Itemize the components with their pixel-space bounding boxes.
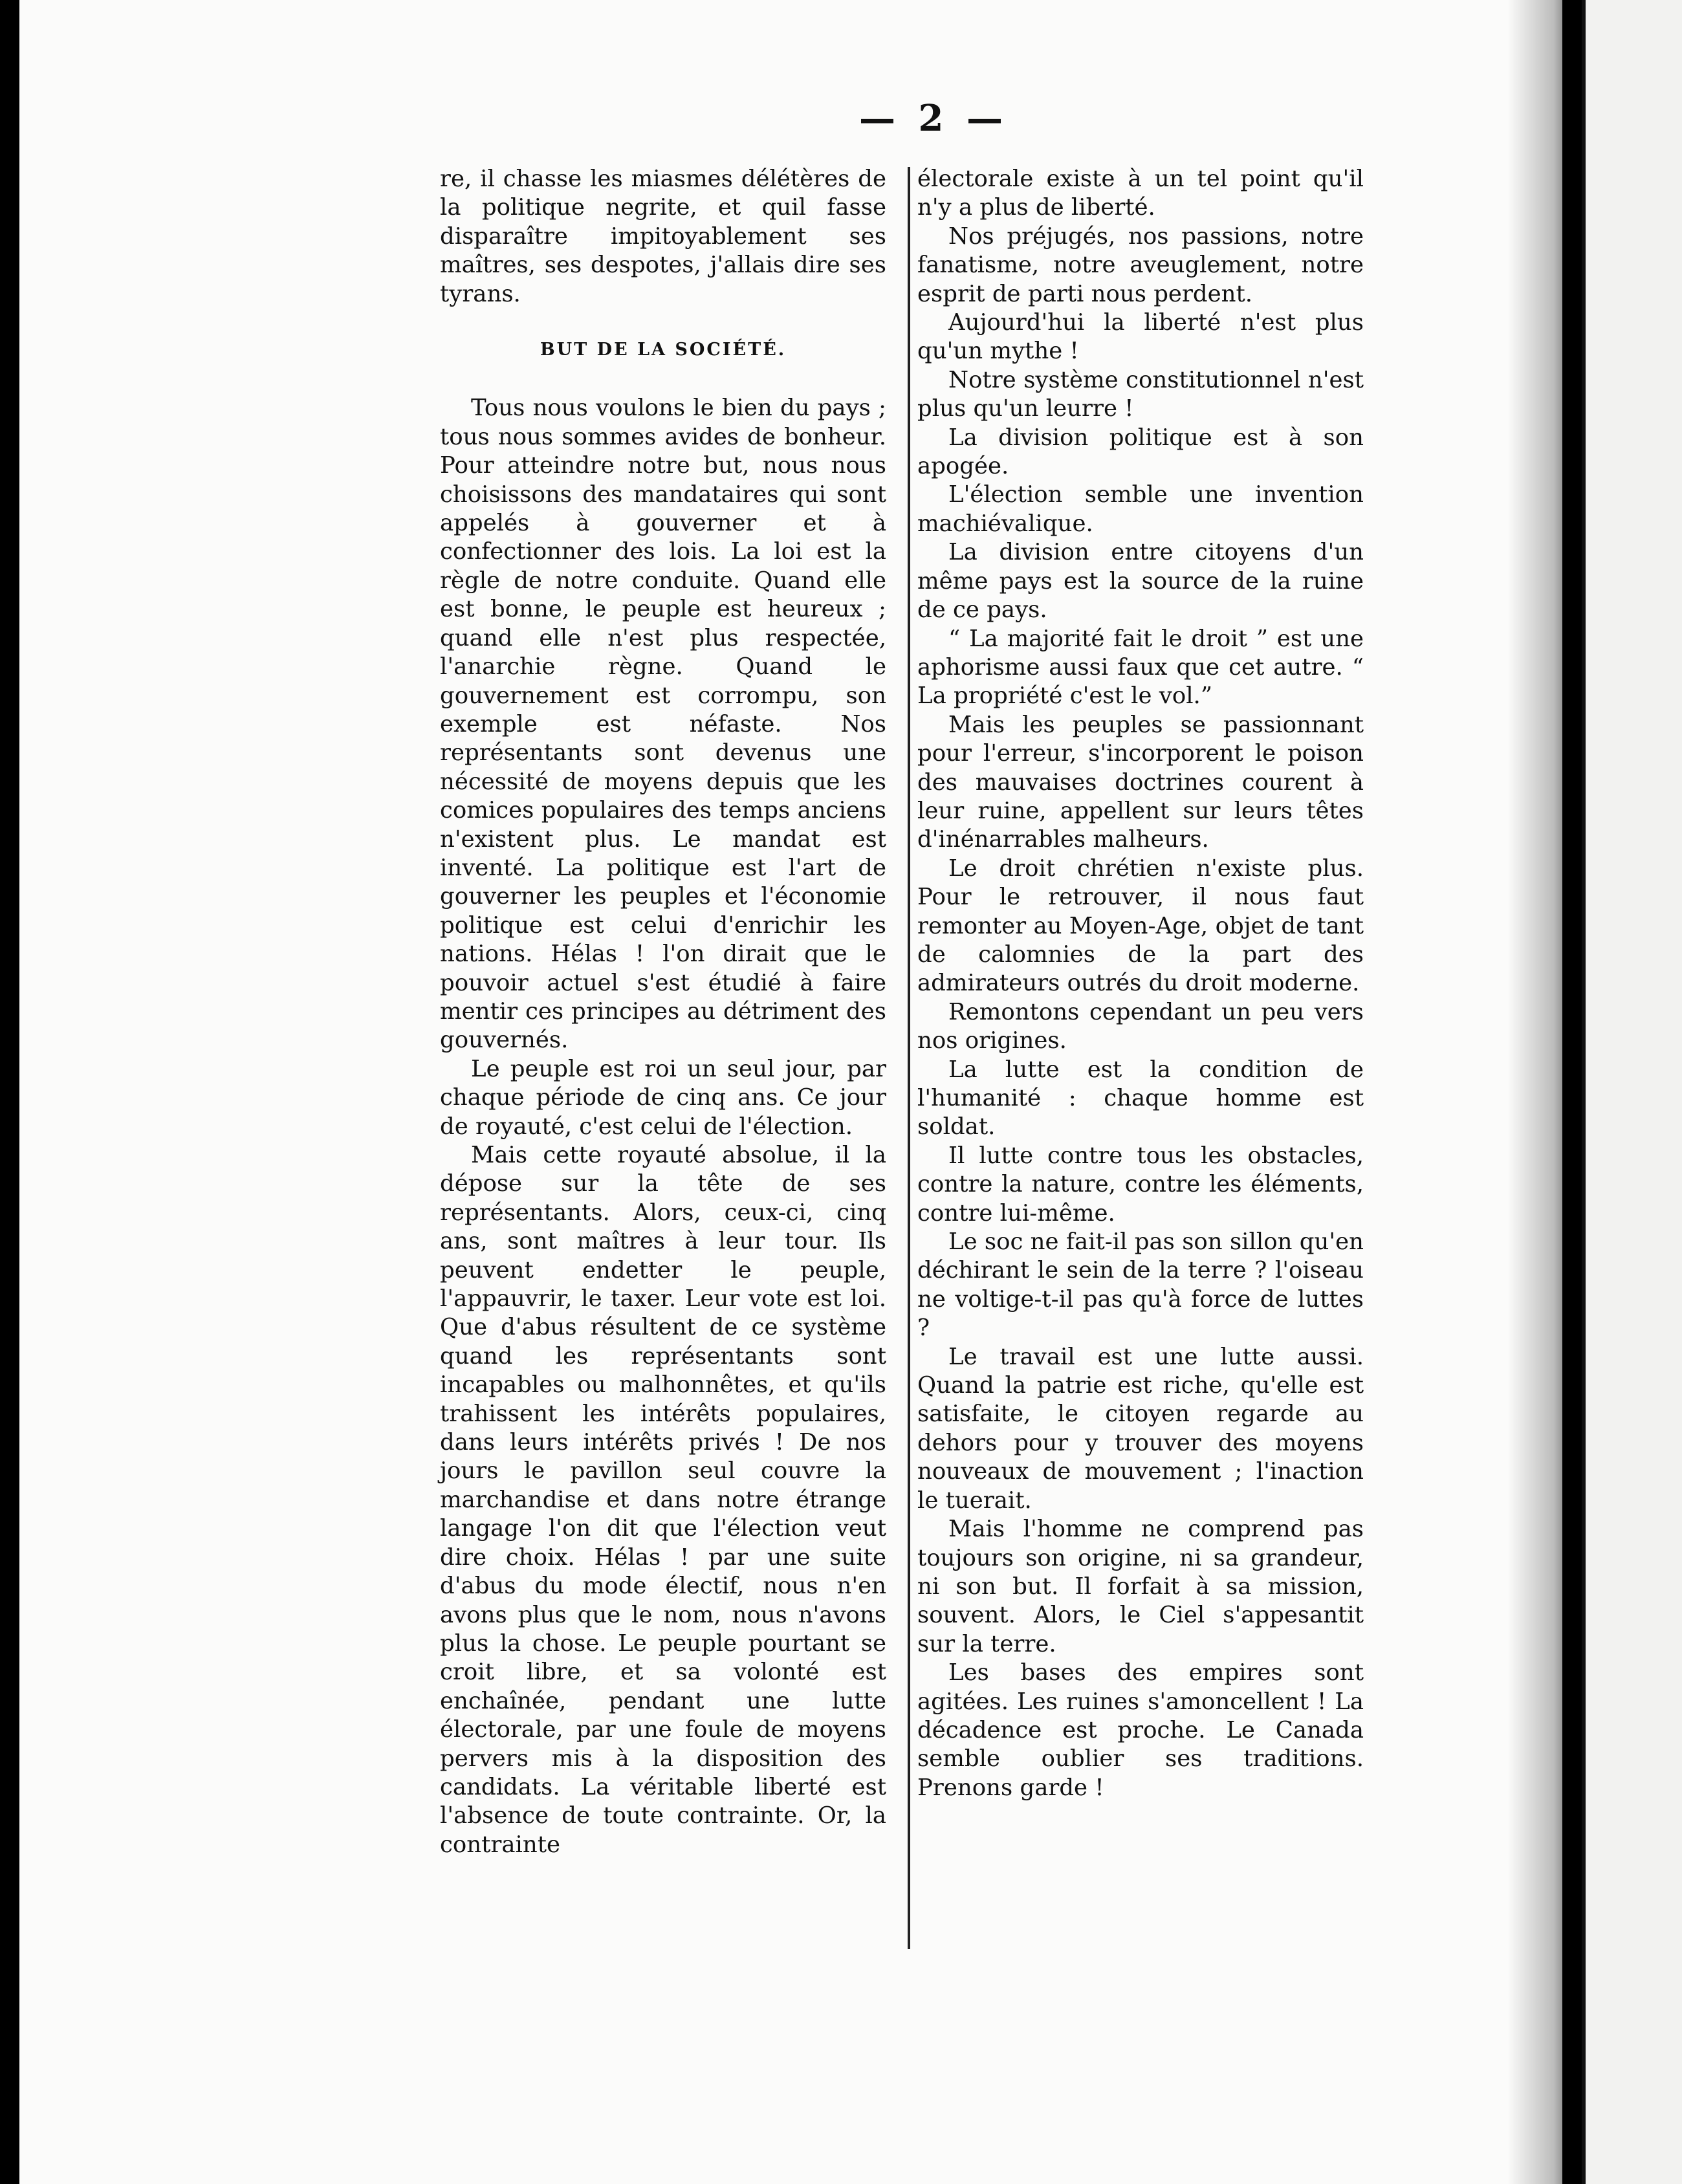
paragraph: électorale existe à un tel point qu'il n'y a plus de liberté. <box>917 166 1364 221</box>
paragraph: Notre système constitutionnel n'est plus qu'un leurre ! <box>917 366 1364 422</box>
column-divider <box>908 167 910 1949</box>
paragraph: La lutte est la condition de l'humanité : chaque homme est soldat. <box>917 1056 1364 1141</box>
paragraph: Aujourd'hui la liberté n'est plus qu'un mythe ! <box>917 309 1364 365</box>
paragraph: Le soc ne fait-il pas son sillon qu'en déchirant le sein de la terre ? l'oiseau ne voltige-t-il pas qu'à force de luttes ? <box>917 1228 1364 1342</box>
right-column <box>917 165 1364 1802</box>
paragraph: La division entre citoyens d'un même pays est la source de la ruine de ce pays. <box>917 539 1364 624</box>
paragraph: Le peuple est roi un seul jour, par chaque période de cinq ans. Ce jour de royauté, c'est celui de l'élection. <box>440 1055 886 1140</box>
paragraph: “ La majorité fait le droit ” est une aphorisme aussi faux que cet autre. “ La propriété c'est le vol.” <box>917 625 1364 710</box>
paragraph: Mais les peuples se passionnant pour l'erreur, s'incorporent le poison des mauvaises doctrines courent à leur ruine, appellent sur leurs têtes d'inénarrables malheurs. <box>917 711 1364 853</box>
paragraph: Remontons cependant un peu vers nos origines. <box>917 998 1364 1054</box>
section-heading: BUT DE LA SOCIÉTÉ. <box>540 340 787 360</box>
paragraph: re, il chasse les miasmes délétères de la politique negrite, et quil fasse disparaître impitoyablement ses maîtres, ses despotes, j'allais dire ses tyrans. <box>440 166 886 307</box>
paragraph: La division politique est à son apogée. <box>917 424 1364 480</box>
paragraph: Mais l'homme ne comprend pas toujours son origine, ni sa grandeur, ni son but. Il forfait à sa mission, souvent. Alors, le Ciel s'appesantit sur la terre. <box>917 1516 1364 1657</box>
paragraph: Tous nous voulons le bien du pays ; tous nous sommes avides de bonheur. Pour atteindre notre but, nous nous choisissons des mandataires qui sont appelés à gouverner et à confectionner des lois. La loi est la règle de notre conduite. Quand elle est bonne, le peuple est heureux ; quand elle n'est plus respectée, l'anarchie règne. Quand le gouvernement est corrompu, son exemple est néfaste. Nos représentants sont devenus une nécessité de moyens depuis que les comices populaires des temps anciens n'existent plus. Le mandat est inventé. La politique est l'art de gouverner les peuples et l'économie politique est celui d'enrichir les nations. Hélas ! l'on dirait que le pouvoir actuel s'est étudié à faire mentir ces principes au détriment des gouvernés. <box>440 395 886 1054</box>
adjacent-page-edge <box>1582 0 1682 2184</box>
paragraph: L'élection semble une invention machiévalique. <box>917 481 1364 537</box>
paragraph: Les bases des empires sont agitées. Les ruines s'amoncellent ! La décadence est proche. Le Canada semble oublier ses traditions. Prenons garde ! <box>917 1659 1364 1801</box>
paragraph: Mais cette royauté absolue, il la dépose sur la tête de ses représentants. Alors, ceux-ci, cinq ans, sont maîtres à leur tour. Ils peuvent endetter le peuple, l'appauvrir, le taxer. Leur vote est loi. Que d'abus résultent de ce système quand les représentants sont incapables ou malhonnêtes, et qu'ils trahissent les intérêts populaires, dans leurs intérêts privés ! De nos jours le pavillon seul couvre la marchandise et dans notre étrange langage l'on dit que l'élection veut dire choix. Hélas ! par une suite d'abus du mode électif, nous n'en avons plus que le nom, nous n'avons plus la chose. Le peuple pourtant se croit libre, et sa volonté est enchaînée, pendant une lutte électorale, par une foule de moyens pervers mis à la disposition des candidats. La véritable liberté est l'absence de toute contrainte. Or, la contrainte <box>440 1142 886 1858</box>
paragraph: Il lutte contre tous les obstacles, contre la nature, contre les éléments, contre lui-même. <box>917 1142 1364 1227</box>
paragraph: Le travail est une lutte aussi. Quand la patrie est riche, qu'elle est satisfaite, le citoyen regarde au dehors pour y trouver des moyens nouveaux de mouvement ; l'inaction le tuerait. <box>917 1343 1364 1514</box>
left-column <box>440 165 886 1859</box>
page-number: — 2 — <box>859 97 1008 140</box>
binding-shadow <box>1507 0 1585 2184</box>
paragraph: Nos préjugés, nos passions, notre fanatisme, notre aveuglement, notre esprit de parti nous perdent. <box>917 223 1364 307</box>
paragraph: Le droit chrétien n'existe plus. Pour le retrouver, il nous faut remonter au Moyen-Age, objet de tant de calomnies de la part des admirateurs outrés du droit moderne. <box>917 855 1364 997</box>
